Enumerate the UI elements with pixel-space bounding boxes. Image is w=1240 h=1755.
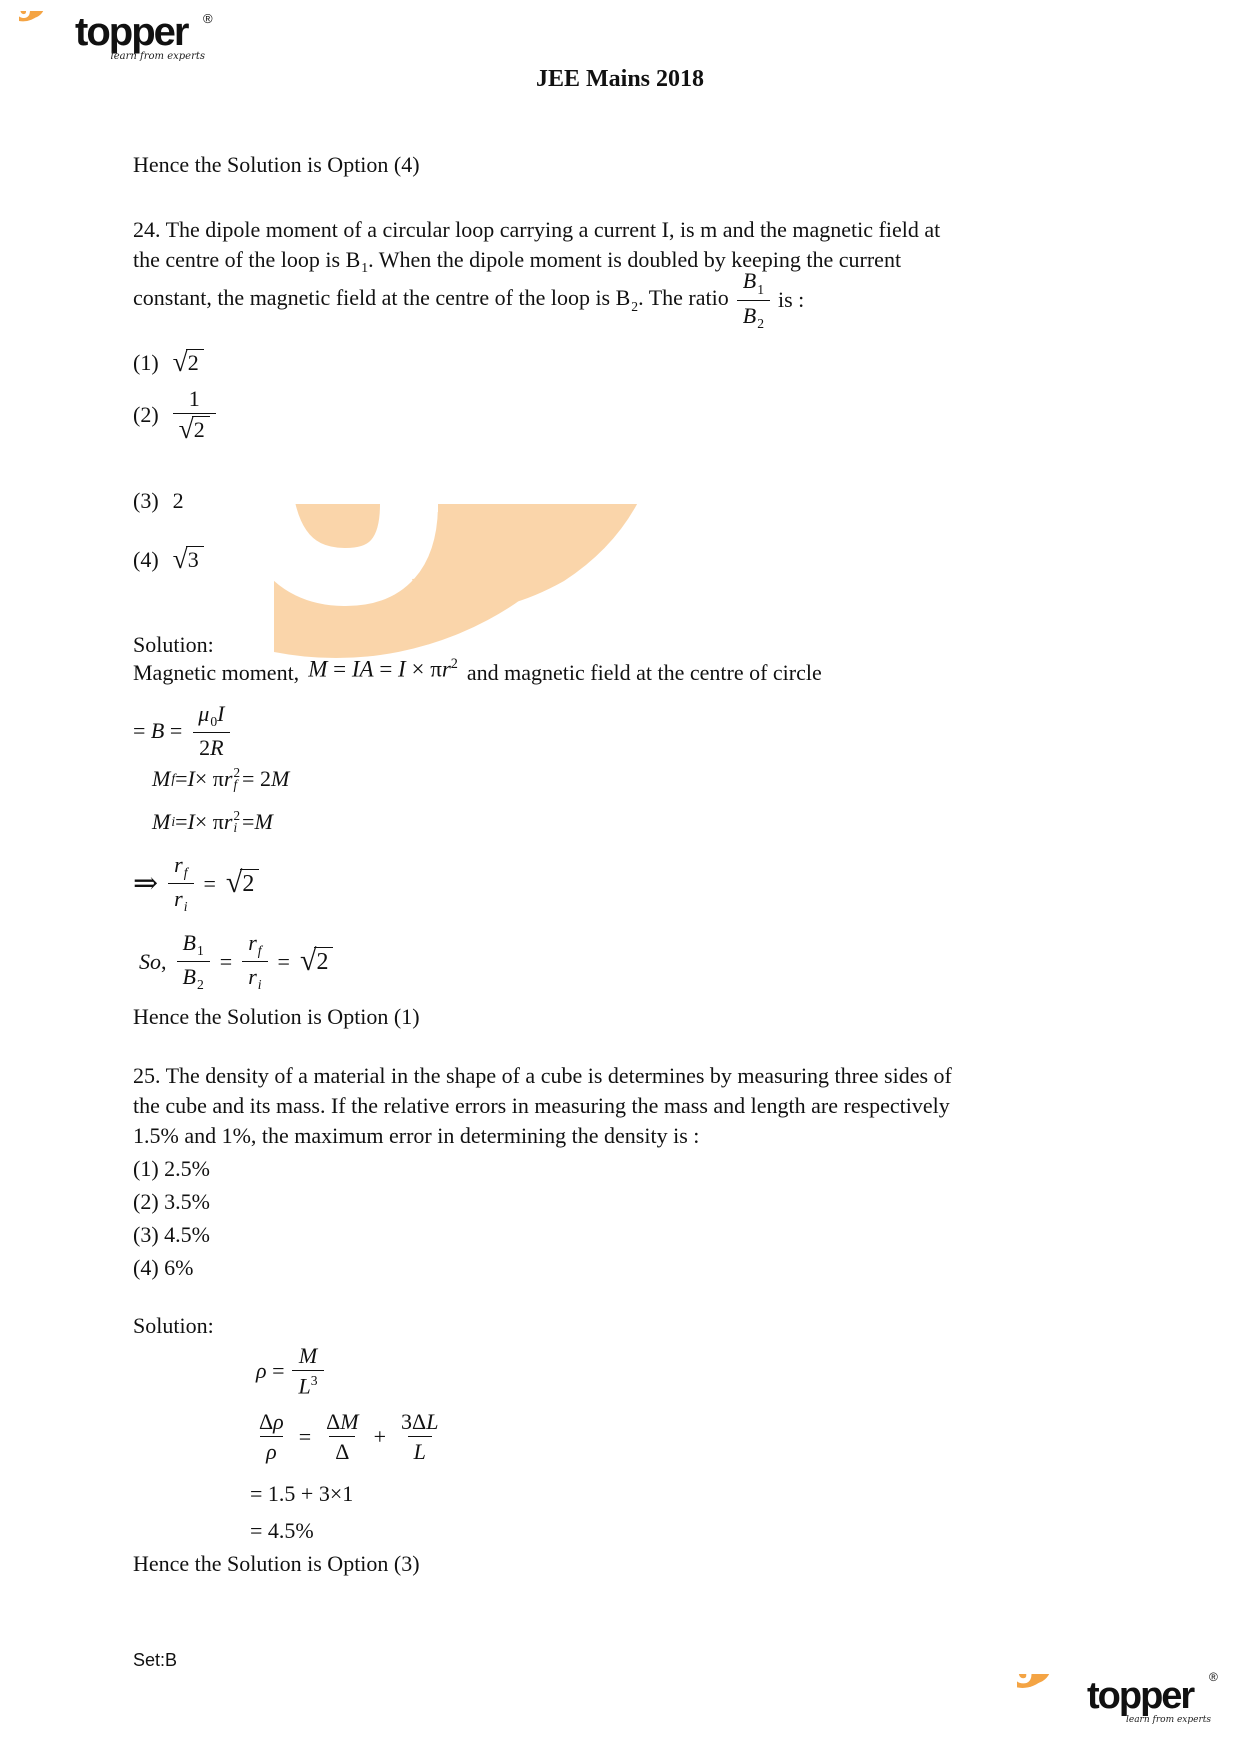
- q24-sol-so-pre: So,: [139, 948, 167, 974]
- q25-option-1: (1) 2.5%: [133, 1156, 210, 1181]
- page-title: JEE Mains 2018: [535, 66, 705, 92]
- q24-sol-so-fraction1: $\frac{B_1}{B_2}$: [177, 930, 210, 993]
- q24-solution-label: Solution:: [133, 632, 214, 657]
- q24-option-2-label: (2): [133, 402, 159, 428]
- q24-sol-so: [139, 930, 333, 993]
- radical-sign: √: [172, 543, 188, 574]
- prev-answer-line: Hence the Solution is Option (4): [133, 152, 420, 177]
- q24-option-2: [133, 386, 216, 445]
- q25-line2: the cube and its mass. If the relative errors in measuring the mass and length are respectively: [133, 1093, 950, 1118]
- q24-option-1: [133, 346, 204, 377]
- q24-option-1-label: (1): [133, 349, 159, 375]
- q24-line1: 24. The dipole moment of a circular loop carrying a current I, is m and the magnetic field at: [133, 217, 941, 242]
- equals-sign: =: [298, 1423, 312, 1449]
- q24-answer-line: Hence the Solution is Option (1): [133, 1004, 420, 1029]
- q24-sol-intro: [133, 656, 822, 686]
- registered-mark: ®: [1209, 1670, 1218, 1684]
- q24-sol-intro-post: and magnetic field at the centre of circle: [466, 660, 822, 685]
- q25-option-3: (3) 4.5%: [133, 1222, 210, 1247]
- q24-sol-eqB: [133, 701, 230, 760]
- q25-sol-d2-fraction1: $\frac{\Delta\rho}{\rho}$: [259, 1409, 284, 1465]
- q25-line3: 1.5% and 1%, the maximum error in determining the density is :: [133, 1123, 700, 1148]
- q24-option-2-value: 1 √ 2: [173, 386, 216, 445]
- q24-option-3-label: (3): [133, 488, 159, 513]
- q24-sol-mi: M i = I × π r 2 i = M: [152, 808, 273, 835]
- equals-sign: =: [203, 870, 216, 896]
- q24-ratio-numerator: $B_1$: [742, 268, 764, 297]
- q24-line2: the centre of the loop is $B_1$. When the dipole moment is doubled by keeping the current: [133, 247, 902, 276]
- implies-arrow: ⇒: [133, 867, 159, 901]
- q25-sol-step3: = 1.5 + 3×1: [250, 1481, 354, 1506]
- q24-line3: [133, 268, 805, 331]
- brand-wordmark: topper: [1087, 1675, 1194, 1717]
- brand-tagline: learn from experts: [110, 51, 205, 62]
- q24-sol-intro-formula: M = IA = $I \times \pi r^2$: [308, 656, 458, 682]
- radical-sign: √: [172, 346, 188, 377]
- q24-sol-ratio-fraction: $\frac{r_f}{r_i}$: [168, 852, 193, 915]
- q24-sol-ratio: [133, 852, 259, 915]
- utopper-circle-arrow-icon: [19, 11, 65, 56]
- radical-sign: √: [299, 943, 317, 977]
- q25-sol-density: [256, 1343, 324, 1399]
- q24-ratio-denominator: $B_2$: [737, 300, 770, 332]
- q24-option-3: [133, 488, 184, 514]
- radical-sign: √: [225, 865, 243, 899]
- q25-option-4: (4) 6%: [133, 1255, 194, 1280]
- q24-sol-so-sqrt: √ 2: [300, 947, 333, 977]
- q25-options: [133, 1152, 210, 1284]
- q25-solution-label: Solution:: [133, 1313, 214, 1338]
- q25-sol-d2-fraction2: $\frac{\Delta M}{\Delta}$: [326, 1409, 359, 1465]
- q24-option-4-value: √ 3: [173, 546, 204, 574]
- footer-brand-logo: [1017, 1670, 1218, 1734]
- q24-line3-tail: is :: [778, 287, 805, 312]
- plus-sign: +: [373, 1423, 387, 1449]
- q25-sol-d2-fraction3: $\frac{3\Delta L}{L}$: [401, 1409, 439, 1465]
- q24-sol-mf: M f = I × π r 2 f = 2 M: [152, 765, 290, 792]
- q24-ratio-fraction: [737, 268, 770, 331]
- q24-option-2-denominator: √ 2: [173, 413, 216, 444]
- q25-answer-line: Hence the Solution is Option (3): [133, 1551, 420, 1576]
- utopper-circle-arrow-icon: [1017, 1674, 1078, 1734]
- radical-sign: √: [178, 413, 194, 445]
- q24-option-1-value: √ 2: [173, 349, 204, 377]
- q25-paragraph: [133, 1061, 952, 1151]
- q25-sol-d1-lhs: ρ =: [256, 1357, 285, 1383]
- q25-line1: 25. The density of a material in the shape of a cube is determines by measuring three sides of: [133, 1063, 952, 1088]
- q24-option-4: [133, 543, 204, 574]
- q25-sol-error-eq: [253, 1409, 444, 1465]
- q24-sol-so-fraction2: $\frac{r_f}{r_i}$: [242, 930, 267, 993]
- q24-sol-eqB-fraction: $\frac{\mu_0I}{2R}$: [192, 701, 230, 760]
- brand-wordmark: topper: [75, 10, 188, 54]
- brand-tagline: learn from experts: [1125, 1715, 1211, 1725]
- q24-sol-eqB-lhs: = B =: [133, 717, 183, 743]
- q24-sol-intro-pre: Magnetic moment,: [133, 660, 300, 685]
- equals-sign: =: [219, 948, 233, 974]
- header-brand-logo: [19, 10, 213, 62]
- registered-mark: ®: [203, 11, 213, 26]
- q24-option-3-value: 2: [172, 488, 184, 513]
- q25-sol-d1-fraction: $\frac{M}{L^3}$: [292, 1343, 323, 1399]
- set-label: Set:B: [133, 1650, 178, 1670]
- equals-sign: =: [277, 948, 290, 974]
- q25-sol-step4: = 4.5%: [250, 1518, 314, 1543]
- q25-option-2: (2) 3.5%: [133, 1189, 210, 1214]
- q24-line3-text: constant, the magnetic field at the centre of the loop is $B_2$. The ratio: [133, 285, 729, 314]
- q24-option-4-label: (4): [133, 546, 159, 572]
- q24-sol-ratio-sqrt: √ 2: [226, 869, 259, 899]
